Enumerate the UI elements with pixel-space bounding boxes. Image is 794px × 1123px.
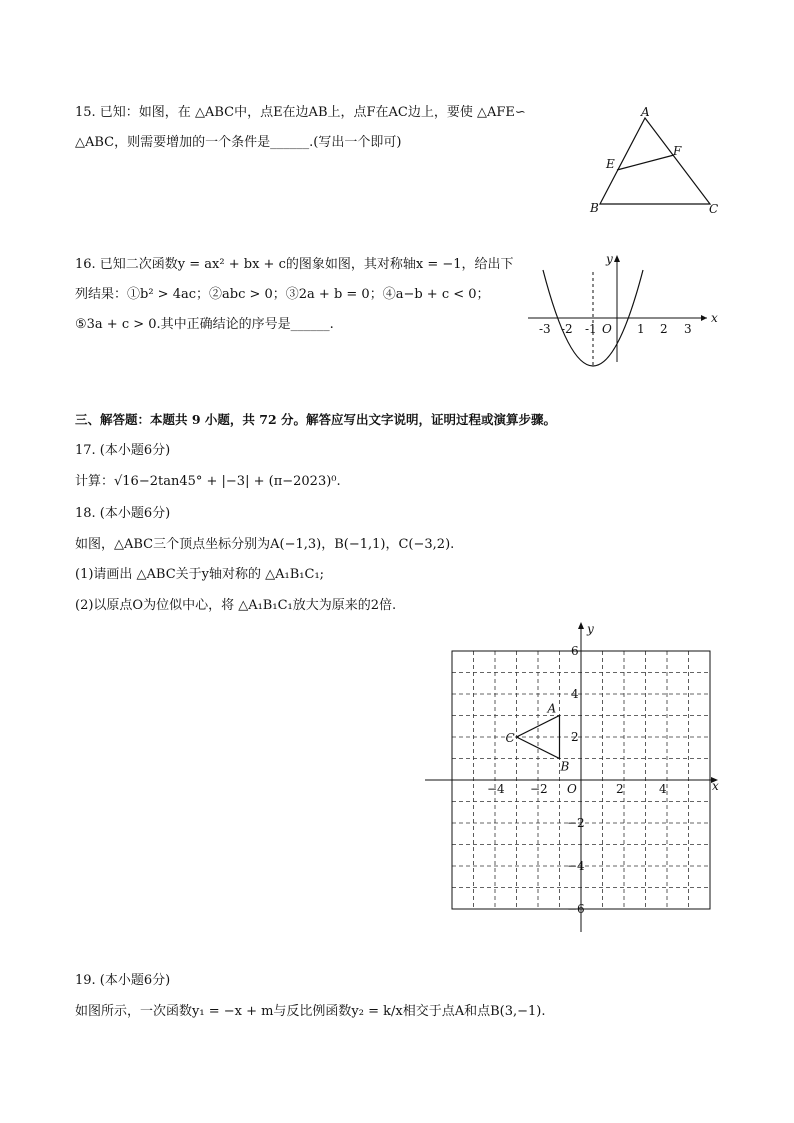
- q16-origin: O: [602, 322, 612, 336]
- q19-header: 19. (本小题6分): [75, 973, 171, 988]
- grid-x-tick: −4: [487, 782, 505, 796]
- grid-origin: O: [567, 782, 577, 796]
- grid-y-tick: −6: [567, 902, 585, 916]
- q15-triangle-figure: [585, 104, 725, 219]
- q18-line1: 如图，△ABC三个顶点坐标分别为A(−1,3)，B(−1,1)，C(−3,2).: [75, 537, 455, 552]
- q16-y-label: y: [606, 252, 613, 266]
- q17-body: 计算：√16−2tan45° + |−3| + (π−2023)⁰.: [75, 474, 341, 489]
- q16-line1: 16. 已知二次函数y = ax² + bx + c的图象如图，其对称轴x = −1，给出下: [75, 257, 514, 272]
- section-3-heading: 三、解答题：本题共 9 小题，共 72 分。解答应写出文字说明，证明过程或演算步骤。: [75, 412, 557, 427]
- q15-label-f: F: [673, 144, 682, 158]
- q18-line2: (1)请画出 △ABC关于y轴对称的 △A₁B₁C₁;: [75, 567, 325, 582]
- q15-label-e: E: [606, 157, 615, 171]
- q15-label-b: B: [590, 201, 599, 215]
- q16-line2: 列结果：①b² > 4ac；②abc > 0；③2a + b = 0；④a−b + c < 0；: [75, 287, 490, 302]
- q16-tick-2: 2: [660, 322, 668, 336]
- q17-header: 17. (本小题6分): [75, 443, 171, 458]
- grid-x-tick: −2: [530, 782, 548, 796]
- grid-y-tick: −2: [567, 816, 585, 830]
- q18-coordinate-grid: [420, 620, 730, 940]
- grid-label-a: A: [547, 701, 557, 716]
- q16-tick-minus1: -1: [585, 322, 597, 336]
- q16-parabola-graph: [525, 250, 725, 370]
- grid-y-tick: 4: [571, 687, 579, 701]
- grid-x-label: x: [712, 779, 719, 793]
- y-axis-arrow: [578, 622, 584, 629]
- q16-x-label: x: [711, 311, 718, 325]
- grid-y-tick: 2: [571, 730, 579, 744]
- q16-line3: ⑤3a + c > 0.其中正确结论的序号是______.: [75, 317, 334, 332]
- q15-line2: △ABC，则需要增加的一个条件是______.(写出一个即可): [75, 135, 402, 150]
- q16-tick-3: 3: [684, 322, 692, 336]
- q18-header: 18. (本小题6分): [75, 506, 171, 521]
- q15-line1: 15. 已知：如图，在 △ABC中，点E在边AB上，点F在AC边上，要使 △AFE∽: [75, 105, 526, 120]
- grid-label-c: C: [505, 731, 515, 745]
- q16-tick-minus3: -3: [539, 322, 551, 336]
- q15-label-a: A: [641, 105, 650, 119]
- grid-y-tick: 6: [571, 644, 579, 658]
- q18-line3: (2)以原点O为位似中心，将 △A₁B₁C₁放大为原来的2倍.: [75, 598, 397, 613]
- q16-tick-1: 1: [637, 322, 645, 336]
- q19-line1: 如图所示，一次函数y₁ = −x + m与反比例函数y₂ = k/x相交于点A和点B(3,−1).: [75, 1004, 546, 1019]
- q15-label-c: C: [709, 202, 719, 216]
- q16-tick-minus2: -2: [561, 322, 573, 336]
- grid-y-tick: −4: [567, 859, 585, 873]
- grid-label-b: B: [560, 759, 570, 774]
- grid-y-label: y: [587, 622, 594, 636]
- grid-x-tick: 4: [659, 782, 667, 796]
- grid-x-tick: 2: [616, 782, 624, 796]
